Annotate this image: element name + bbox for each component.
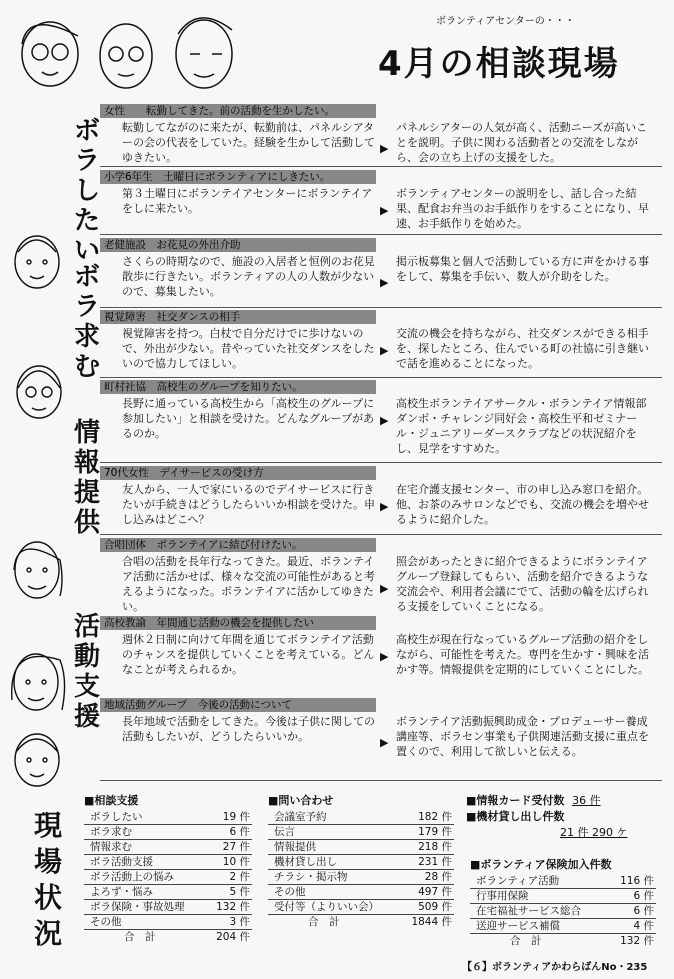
equipment-label: ■機材貸し出し件数 [466, 810, 565, 823]
case-item [100, 698, 662, 778]
case-item [100, 380, 662, 460]
face-illustration [8, 224, 66, 298]
case-request: 視覚障害を持つ。白杖で自分だけでに歩けないので、外出が少ない。昔やっていた社交ダンスをしたいので協力してほしい。 [122, 327, 375, 370]
case-response: 高校生ボランテイアサークル・ボランテイア情報部ダンボ・チャレンジ同好会・高校生平和ゼミナール・ジュニアリーダースクラブなどの状況紹介をし、見学をすすめた。 [396, 397, 647, 455]
case-request: 長年地域で活動をしてきた。今後は子供に関しての活動もしたいが、どうしたらいいか。 [122, 715, 375, 743]
case-item [100, 170, 662, 232]
table-row: ボランティア活動 116 件 [470, 874, 656, 889]
case-item [100, 238, 662, 308]
case-item [100, 104, 662, 166]
table-title: ■ボランティア保険加入件数 [470, 858, 612, 871]
case-heading: 老健施設 お花見の外出介助 [100, 238, 376, 252]
arrow-icon: ▶ [380, 736, 389, 749]
arrow-icon: ▶ [380, 204, 389, 217]
table-title: ■相談支援 [84, 794, 139, 807]
table-total: 合 計 204 件 [124, 931, 250, 943]
case-heading: 地域活動グループ 今後の活動について [100, 698, 376, 712]
case-heading: 町村社協 高校生のグループを知りたい。 [100, 380, 376, 394]
insurance-table [470, 856, 656, 948]
table-row: 送迎サービス補償 4 件 [470, 919, 656, 934]
arrow-icon: ▶ [380, 500, 389, 513]
table-row: ボラ活動上の悩み 2 件 [84, 870, 252, 885]
table-row: ボラ保険・事故処理 132 件 [84, 900, 252, 915]
arrow-icon: ▶ [380, 582, 389, 595]
arrow-icon: ▶ [380, 650, 389, 663]
page-footer: 【６】ボランティアかわらばんNo・235 [462, 962, 648, 973]
table-row: その他 497 件 [268, 885, 454, 900]
case-item [100, 466, 662, 532]
arrow-icon: ▶ [380, 344, 389, 357]
table-row: ボラ活動支援 10 件 [84, 855, 252, 870]
table-row: 行事用保険 6 件 [470, 889, 656, 904]
divider [100, 462, 662, 463]
page-title: 4月の相談現場 [378, 44, 620, 84]
divider [100, 234, 662, 235]
category-bora-motomu: ボ ラ 求 む [73, 262, 100, 382]
table-row: 伝言 179 件 [268, 825, 454, 840]
case-response: ボランテイア活動振興助成金・プロデューサー養成講座等、ボラセン事業も子供関連活動支援に重点を置くので、利用して欲しいと伝える。 [396, 715, 649, 758]
case-response: 高校生が現在行なっているグループ活動の紹介をしながら、可能性を考えた。専門を生かす・興味を活かす等。情報提供を定期的にしていくことにした。 [396, 633, 649, 676]
divider [100, 307, 662, 308]
table-total: 合 計 132 件 [510, 935, 654, 947]
arrow-icon: ▶ [380, 276, 389, 289]
table-row: 機材貸し出し 231 件 [268, 855, 454, 870]
case-response: ボランティアセンターの説明をし、話し合った結果、配食お弁当のお手紙作りをすることになり、早速、お手紙作りを始めた。 [396, 187, 649, 230]
face-illustration [10, 354, 68, 428]
info-card-count: ■情報カード受付数 36 件 [466, 794, 601, 807]
case-request: 第３土曜日にボランテイアセンターにボランテイアをしに来たい。 [122, 187, 373, 215]
case-request: 週休２日制に向けて年間を通じてボランテイア活動のチャンスを提供していくことを考えている。どんなことが考えられるか。 [122, 633, 375, 676]
face-illustration [6, 640, 66, 722]
table-title: ■問い合わせ [268, 794, 334, 807]
arrow-icon: ▶ [380, 414, 389, 427]
case-request: 友人から、一人で家にいるのでデイサービスに行きたいが手続きはどうしたらいいか相談を受けた。申し込みはどこへ？ [122, 483, 375, 526]
case-request: さくらの時期なので、施設の入居者と恒例のお花見散歩に行きたい。ボランティアの人の人数が少ないので、募集したい。 [122, 255, 375, 298]
case-request: 転勤してながのに来たが、転勤前は、パネルシアターの会の代表をしていた。経験を生かして活動してゆきたい。 [122, 121, 375, 164]
table-row: 在宅福祉サービス総合 6 件 [470, 904, 656, 919]
case-response: 交流の機会を持ちながら、社交ダンスができる相手を、探したところ、住んでいる町の社協に引き継いで話を進めることになった。 [396, 327, 649, 370]
category-bora-shitai: ボ ラ し た い [73, 116, 100, 266]
category-katsudo-shien: 活 動 支 援 [73, 612, 100, 732]
table-row: 情報求む 27 件 [84, 840, 252, 855]
divider [100, 377, 662, 378]
table-row: 受付等（よりいい会） 509 件 [268, 900, 454, 915]
table-row: その他 3 件 [84, 915, 252, 930]
header-subtitle: ボランティアセンターの・・・ [436, 16, 575, 27]
table-row: ボラ求む 6 件 [84, 825, 252, 840]
equipment-count: 21 件 290 ケ [560, 826, 628, 839]
case-response: 照会があったときに紹介できるようにボランテイアグループ登録してもらい、活動を紹介できるような交流会や、利用者会議にでて、活動の輪を広げられる支援をしていくことになる。 [396, 555, 649, 613]
case-response: 掲示板募集と個人で活動している方に声をかける事をして、募集を手伝い、数人が介助をした。 [396, 255, 649, 283]
genba-jokyo-label: 現 場 状 況 [33, 809, 62, 950]
case-response: パネルシアターの人気が高く、活動ニーズが高いことを説明。子供に関わる活動者との交流をしながら、会の立ち上げの支援をした。 [396, 121, 648, 164]
face-illustration [8, 722, 66, 796]
case-request: 合唱の活動を長年行なってきた。最近、ボランテイア活動に活かせば、様々な交流の可能性があると考えるようになった。ボランテイアに活かしてゆきたい。 [122, 555, 375, 613]
face-illustration [8, 530, 66, 608]
case-item [100, 616, 662, 696]
staff-illustration [8, 4, 268, 100]
table-row: よろず・悩み 5 件 [84, 885, 252, 900]
case-heading: 女性 転勤してきた。前の活動を生かしたい。 [100, 104, 376, 118]
arrow-icon: ▶ [380, 142, 389, 155]
table-row: チラシ・掲示物 28 件 [268, 870, 454, 885]
table-row: 情報提供 218 件 [268, 840, 454, 855]
case-heading: 高校教諭 年間通じ活動の機会を提供したい [100, 616, 376, 630]
case-item [100, 538, 662, 618]
case-heading: 合唱団体 ボランテイアに結び付けたい。 [100, 538, 376, 552]
category-joho-teikyo: 情 報 提 供 [73, 418, 100, 538]
case-heading: 小学6年生 土曜日にボランティアにしきたい。 [100, 170, 376, 184]
table-row: 会議室予約 182 件 [268, 810, 454, 825]
case-heading: 70代女性 デイサービスの受け方 [100, 466, 376, 480]
consult-table [84, 792, 252, 944]
divider [100, 780, 662, 781]
divider [100, 166, 662, 167]
table-total: 合 計 1844 件 [308, 916, 452, 928]
case-response: 在宅介護支援センター、市の申し込み窓口を紹介。他、お茶のみサロンなどでも、交流の機会を増やせるように紹介した。 [396, 483, 649, 526]
case-request: 長野に通っている高校生から「高校生のグループに参加したい」と相談を受けた。どんなグループがあるのか。 [122, 397, 375, 440]
inquiry-table [268, 792, 454, 929]
table-row: ボラしたい 19 件 [84, 810, 252, 825]
divider [100, 534, 662, 535]
case-heading: 視覚障害 社交ダンスの相手 [100, 310, 376, 324]
case-item [100, 310, 662, 376]
